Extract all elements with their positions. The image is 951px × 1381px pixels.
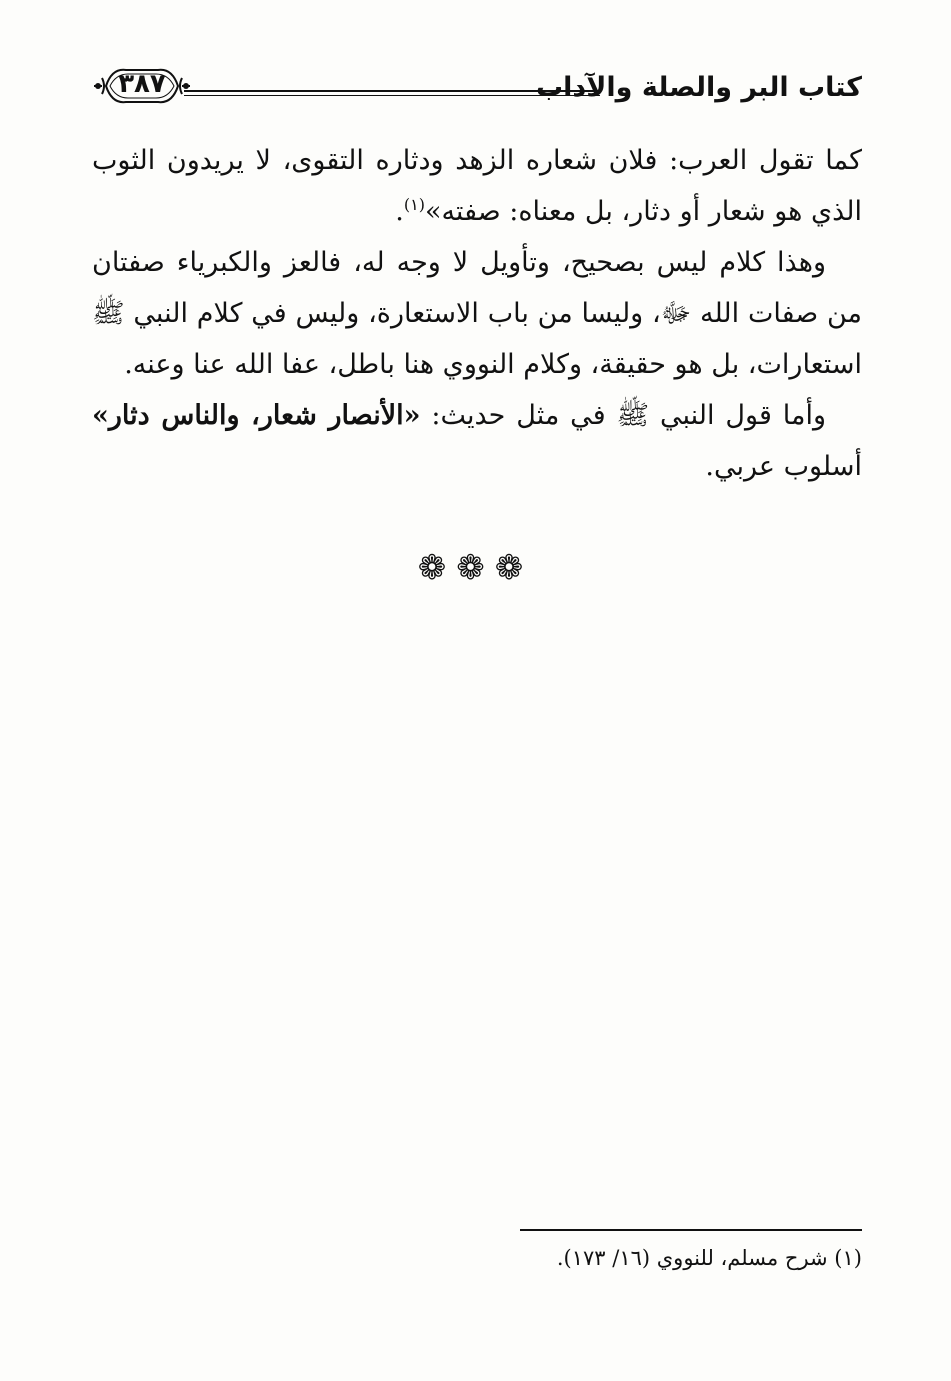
- footnote-ref: (١): [403, 195, 425, 214]
- paragraph-2: وهذا كلام ليس بصحيح، وتأويل لا وجه له، فالعز والكبرياء صفتان من صفات الله ﷻ، وليسا من باب الاستعارة، وليس في كلام النبي ﷺ استعارات، بل هو حقيقة، وكلام النووي هنا باطل، عفا الله عنا وعنه.: [92, 247, 862, 380]
- main-text: [92, 135, 862, 492]
- footnote: (١) شرح مسلم، للنووي (١٦/ ١٧٣).: [556, 1246, 862, 1270]
- page-header: [92, 64, 862, 120]
- header-rule: [184, 90, 600, 96]
- page-number: ٣٨٧: [118, 69, 166, 99]
- footnote-rule: [520, 1229, 862, 1231]
- running-title: كتاب البر والصلة والآداب: [536, 72, 862, 103]
- paragraph-1: كما تقول العرب: فلان شعاره الزهد ودثاره التقوى، لا يريدون الثوب الذي هو شعار أو دثار، بل معناه: صفته»$^{(١)}$.: [92, 145, 862, 227]
- page-number-badge: [92, 64, 192, 108]
- section-separator: ❁❁❁: [417, 548, 534, 588]
- paragraph-3: وأما قول النبي ﷺ في مثل حديث: «الأنصار شعار، والناس دثار» أسلوب عربي.: [92, 400, 862, 482]
- hadith-quote: «الأنصار شعار، والناس دثار»: [92, 400, 421, 431]
